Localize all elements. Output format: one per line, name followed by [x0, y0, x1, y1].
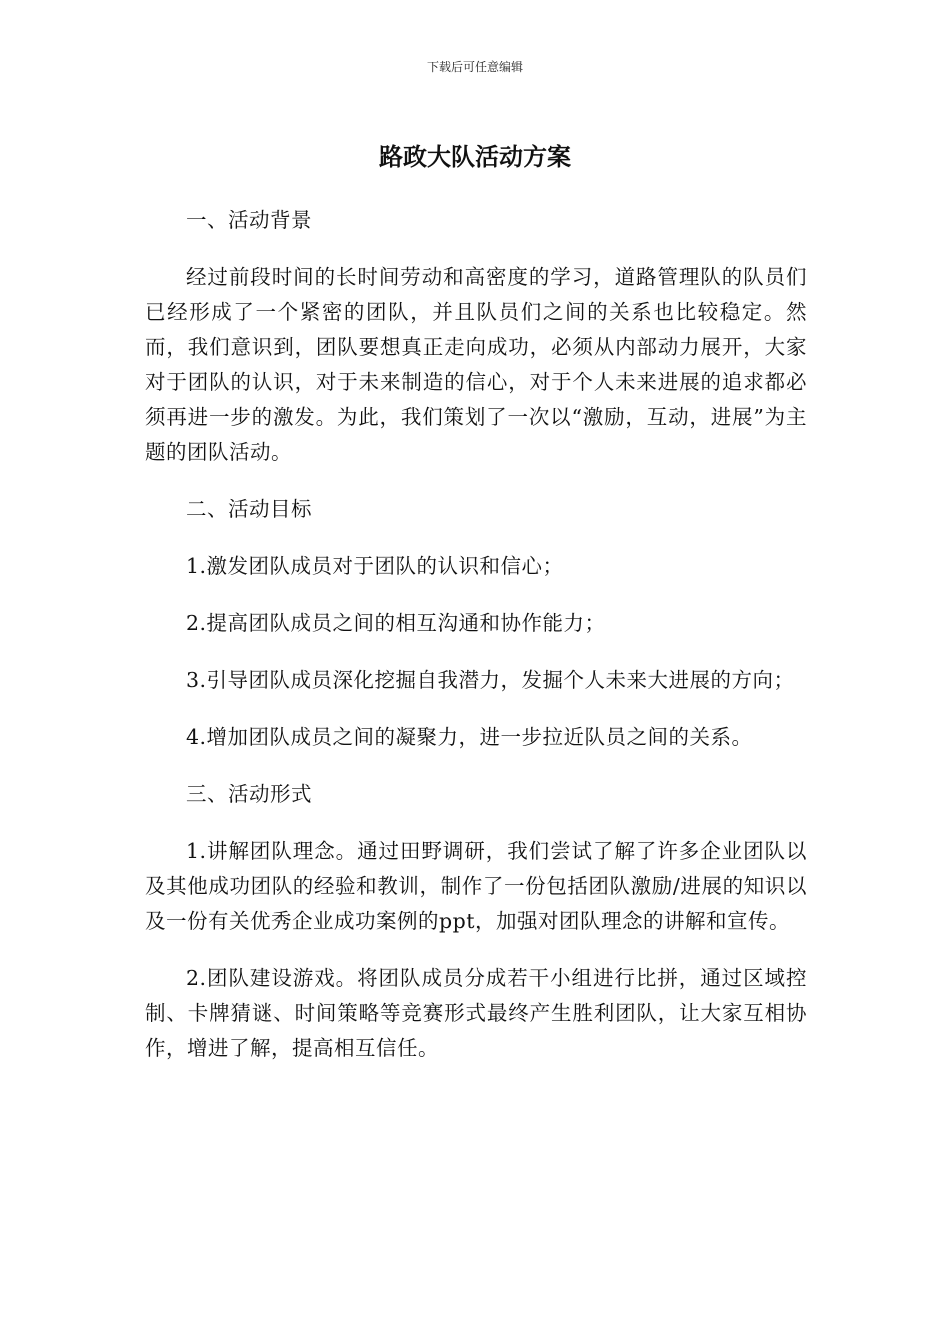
goal-item-2: 2.提高团队成员之间的相互沟通和协作能力； — [186, 611, 606, 635]
goal-item-1: 1.激发团队成员对于团队的认识和信心； — [186, 554, 564, 578]
document-title: 路政大队活动方案 — [379, 143, 571, 171]
goal-item-4: 4.增加团队成员之间的凝聚力，进一步拉近队员之间的关系。 — [186, 725, 753, 749]
section-heading-format: 三、活动形式 — [186, 782, 312, 806]
document-body — [145, 203, 807, 1088]
section-heading-goals: 二、活动目标 — [186, 497, 312, 521]
section-heading-background: 一、活动背景 — [186, 208, 312, 232]
format-item-2: 2.团队建设游戏。将团队成员分成若干小组进行比拼，通过区域控制、卡牌猜谜、时间策略等竞赛形式最终产生胜利团队，让大家互相协作，增进了解，提高相互信任。 — [145, 966, 807, 1060]
header-note: 下载后可任意编辑 — [426, 60, 523, 74]
format-item-1: 1.讲解团队理念。通过田野调研，我们尝试了解了许多企业团队以及其他成功团队的经验和教训，制作了一份包括团队激励/进展的知识以及一份有关优秀企业成功案例的ppt，加强对团队理念的讲解和宣传。 — [145, 839, 807, 933]
goal-item-3: 3.引导团队成员深化挖掘自我潜力，发掘个人未来大进展的方向； — [186, 668, 795, 692]
paragraph-background: 经过前段时间的长时间劳动和高密度的学习，道路管理队的队员们已经形成了一个紧密的团队，并且队员们之间的关系也比较稳定。然而，我们意识到，团队要想真正走向成功，必须从内部动力展开，大家对于团队的认识，对于未来制造的信心，对于个人未来进展的追求都必须再进一步的激发。为此，我们策划了一次以“激励，互动，进展”为主题的团队活动。 — [145, 265, 807, 464]
